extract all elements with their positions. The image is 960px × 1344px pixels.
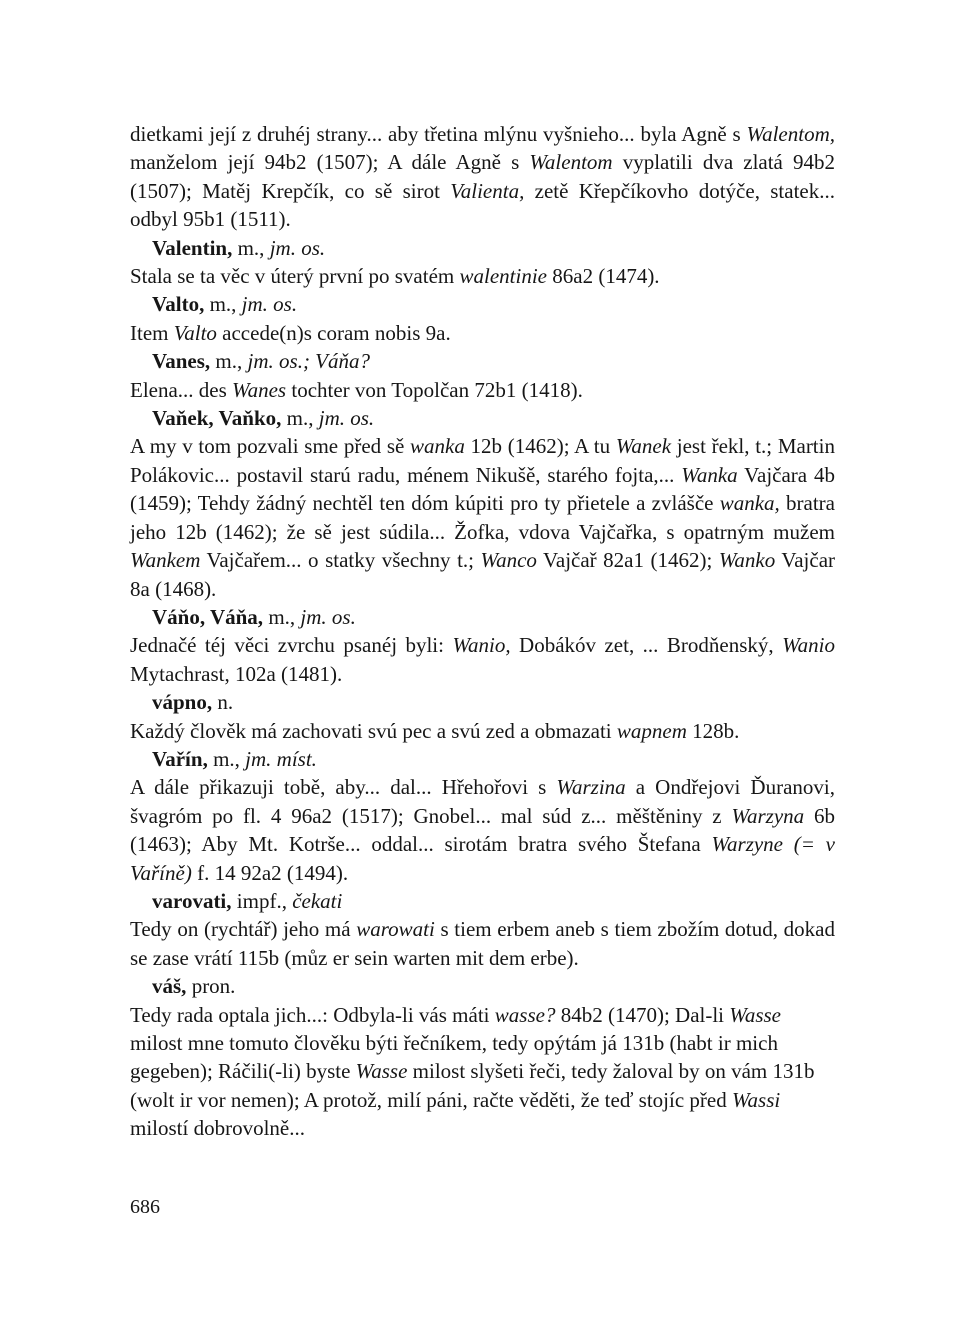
entry-headword — [130, 887, 835, 915]
text-run: m., — [210, 349, 248, 374]
text-run: 12b (1462); A tu — [464, 434, 616, 459]
italic-text: Warzyne (= v Vaříně) — [130, 832, 836, 885]
text-run: Vajčařem... o statky všechny t.; — [200, 548, 481, 573]
text-run: 84b2 (1470); Dal-li — [555, 1002, 730, 1027]
text-run: m., — [232, 235, 270, 260]
text-run: Stala se ta věc v úterý první po svatém — [130, 264, 460, 289]
text-run: milostí dobrovolně... — [130, 1116, 305, 1141]
text-run: milost slyšeti řeči, tedy žaloval by on vám 131b (wolt ir vor nemen); A protož, milí páni, račte věděti, že teď stojíc před — [130, 1059, 815, 1112]
entry-text — [130, 432, 835, 602]
text-run: Vajčar 8a (1468). — [130, 548, 836, 601]
text-run: Každý člověk má zachovati svú pec a svú zed a obmazati — [130, 718, 617, 743]
entry-headword — [130, 745, 835, 773]
italic-text: wanka — [410, 434, 465, 459]
entry-text — [130, 717, 835, 745]
italic-text: Wanka — [681, 462, 738, 487]
text-run: 6b (1463); Aby Mt. Kotrše... oddal... sirotám bratra svého Štefana — [130, 803, 836, 857]
text-run: 86a2 (1474). — [547, 264, 660, 289]
italic-text: Wanio, — [452, 633, 511, 658]
italic-text: Wassi — [731, 1087, 781, 1112]
text-run: Dobákóv zet, ... Brodňenský, — [510, 633, 783, 658]
italic-text: walentinie — [459, 264, 547, 289]
page-body — [130, 120, 835, 1143]
text-run: 128b. — [686, 718, 740, 743]
italic-text: Wanes — [232, 377, 287, 402]
entry-text — [130, 120, 835, 234]
entry-headword — [130, 688, 835, 716]
italic-text: Valto — [173, 320, 217, 345]
text-run: bratra jeho 12b (1462); že sě jest súdila... Žofka, vdova Vajčařka, s opatrným mužem — [130, 491, 835, 544]
text-run: m., — [263, 604, 301, 629]
headword: varovati, — [152, 888, 232, 913]
italic-text: jm. os. — [269, 235, 326, 260]
italic-text: Wanio — [782, 633, 835, 658]
italic-text: Wanco — [480, 548, 537, 573]
text-run: impf., — [231, 888, 293, 913]
text-run: manželom její 94b2 (1507); A dále Agně s — [130, 150, 530, 175]
text-run: Vajčař 82a1 (1462); — [536, 548, 719, 573]
text-run: a Ondřejovi Ďuranovi, švagróm po fl. 4 96a2 (1517); Gnobel... mal súd z... měštěniny z — [130, 775, 835, 828]
entry-headword — [130, 234, 835, 262]
italic-text: Wankem — [130, 548, 201, 573]
italic-text: Wasse — [729, 1002, 781, 1027]
italic-text: Wasse — [355, 1059, 408, 1084]
italic-text: jm. míst. — [245, 746, 317, 771]
italic-text: Walentom, — [746, 122, 835, 146]
headword: Váňo, Váňa, — [152, 604, 264, 629]
italic-text: jm. os. — [300, 604, 356, 629]
entry-text — [130, 773, 835, 887]
italic-text: Warzina — [556, 775, 626, 800]
text-run: pron. — [186, 974, 236, 999]
headword: vápno, — [152, 690, 213, 715]
italic-text: Valienta, — [450, 178, 525, 203]
entry-text — [130, 319, 835, 347]
text-run: dietkami její z druhéj strany... aby třetina mlýnu vyšnieho... byla Agně s — [130, 122, 747, 146]
text-run: Item — [130, 320, 174, 345]
text-run: Jednačé téj věci zvrchu psanéj byli: — [130, 633, 453, 658]
page-number: 686 — [130, 1196, 160, 1218]
text-run: m., — [207, 746, 246, 771]
italic-text: wapnem — [616, 718, 687, 743]
italic-text: Warzyna — [731, 803, 805, 828]
italic-text: jm. os. — [318, 406, 375, 431]
headword: váš, — [152, 974, 187, 999]
headword: Valto, — [152, 292, 205, 317]
entry-text — [130, 631, 835, 688]
italic-text: Wanko — [718, 548, 776, 573]
text-run: Mytachrast, 102a (1481). — [130, 661, 343, 686]
entry-text — [130, 262, 835, 290]
text-run: A dále přikazuji tobě, aby... dal... Hřehořovi s — [130, 775, 557, 800]
entry-text — [130, 376, 835, 404]
text-run: Tedy on (rychtář) jeho má — [130, 917, 357, 942]
text-run: Elena... des — [130, 377, 233, 402]
entry-text — [130, 915, 835, 972]
text-run: s tiem erbem aneb s tiem zbožím dotud, dokad se zase vrátí 115b (můz er sein warten mit dem erbe). — [130, 917, 835, 970]
text-run: vyplatili dva zlatá 94b2 (1507); Matěj Krepčík, co sě sirot — [130, 150, 835, 203]
text-run: f. 14 92a2 (1494). — [191, 860, 349, 885]
entry-text — [130, 1001, 835, 1143]
italic-text: jm. os. — [241, 292, 298, 317]
italic-text: jm. os.; Váňa? — [247, 349, 371, 374]
text-run: accede(n)s coram nobis 9a. — [216, 320, 451, 345]
text-run: m., — [281, 406, 319, 431]
italic-text: Wanek — [615, 434, 672, 459]
entry-headword — [130, 347, 835, 375]
headword: Vaňek, Vaňko, — [152, 406, 282, 431]
italic-text: wasse? — [494, 1002, 556, 1027]
text-run: jest řekl, t.; Martin Polákovic... postavil starú radu, ménem Nikušě, starého fojta,... — [130, 434, 835, 487]
italic-text: warowati — [356, 917, 435, 942]
headword: Valentin, — [152, 235, 233, 260]
headword: Vařín, — [152, 746, 208, 771]
text-run: A my v tom pozvali sme před sě — [130, 434, 411, 459]
text-run: m., — [204, 292, 242, 317]
italic-text: wanka, — [719, 491, 780, 516]
text-run: tochter von Topolčan 72b1 (1418). — [286, 377, 583, 402]
entry-headword — [130, 404, 835, 432]
entry-headword — [130, 972, 835, 1000]
headword: Vanes, — [152, 349, 211, 374]
entry-headword — [130, 603, 835, 631]
entry-headword — [130, 290, 835, 318]
text-run: zetě Křepčíkovho dotýče, statek... odbyl 95b1 (1511). — [130, 178, 835, 232]
italic-text: čekati — [292, 888, 343, 913]
text-run: milost mne tomuto člověku býti řečníkem, tedy opýtám já 131b (habt ir mich gegeben); Ráčili(-li) byste — [130, 1031, 778, 1084]
text-run: n. — [212, 690, 234, 715]
italic-text: Walentom — [529, 150, 613, 175]
text-run: Vajčara 4b (1459); Tehdy žádný nechtěl ten dóm kúpiti pro ty přietele a zvlášče — [130, 462, 835, 516]
text-run: Tedy rada optala jich...: Odbyla-li vás máti — [130, 1002, 495, 1027]
